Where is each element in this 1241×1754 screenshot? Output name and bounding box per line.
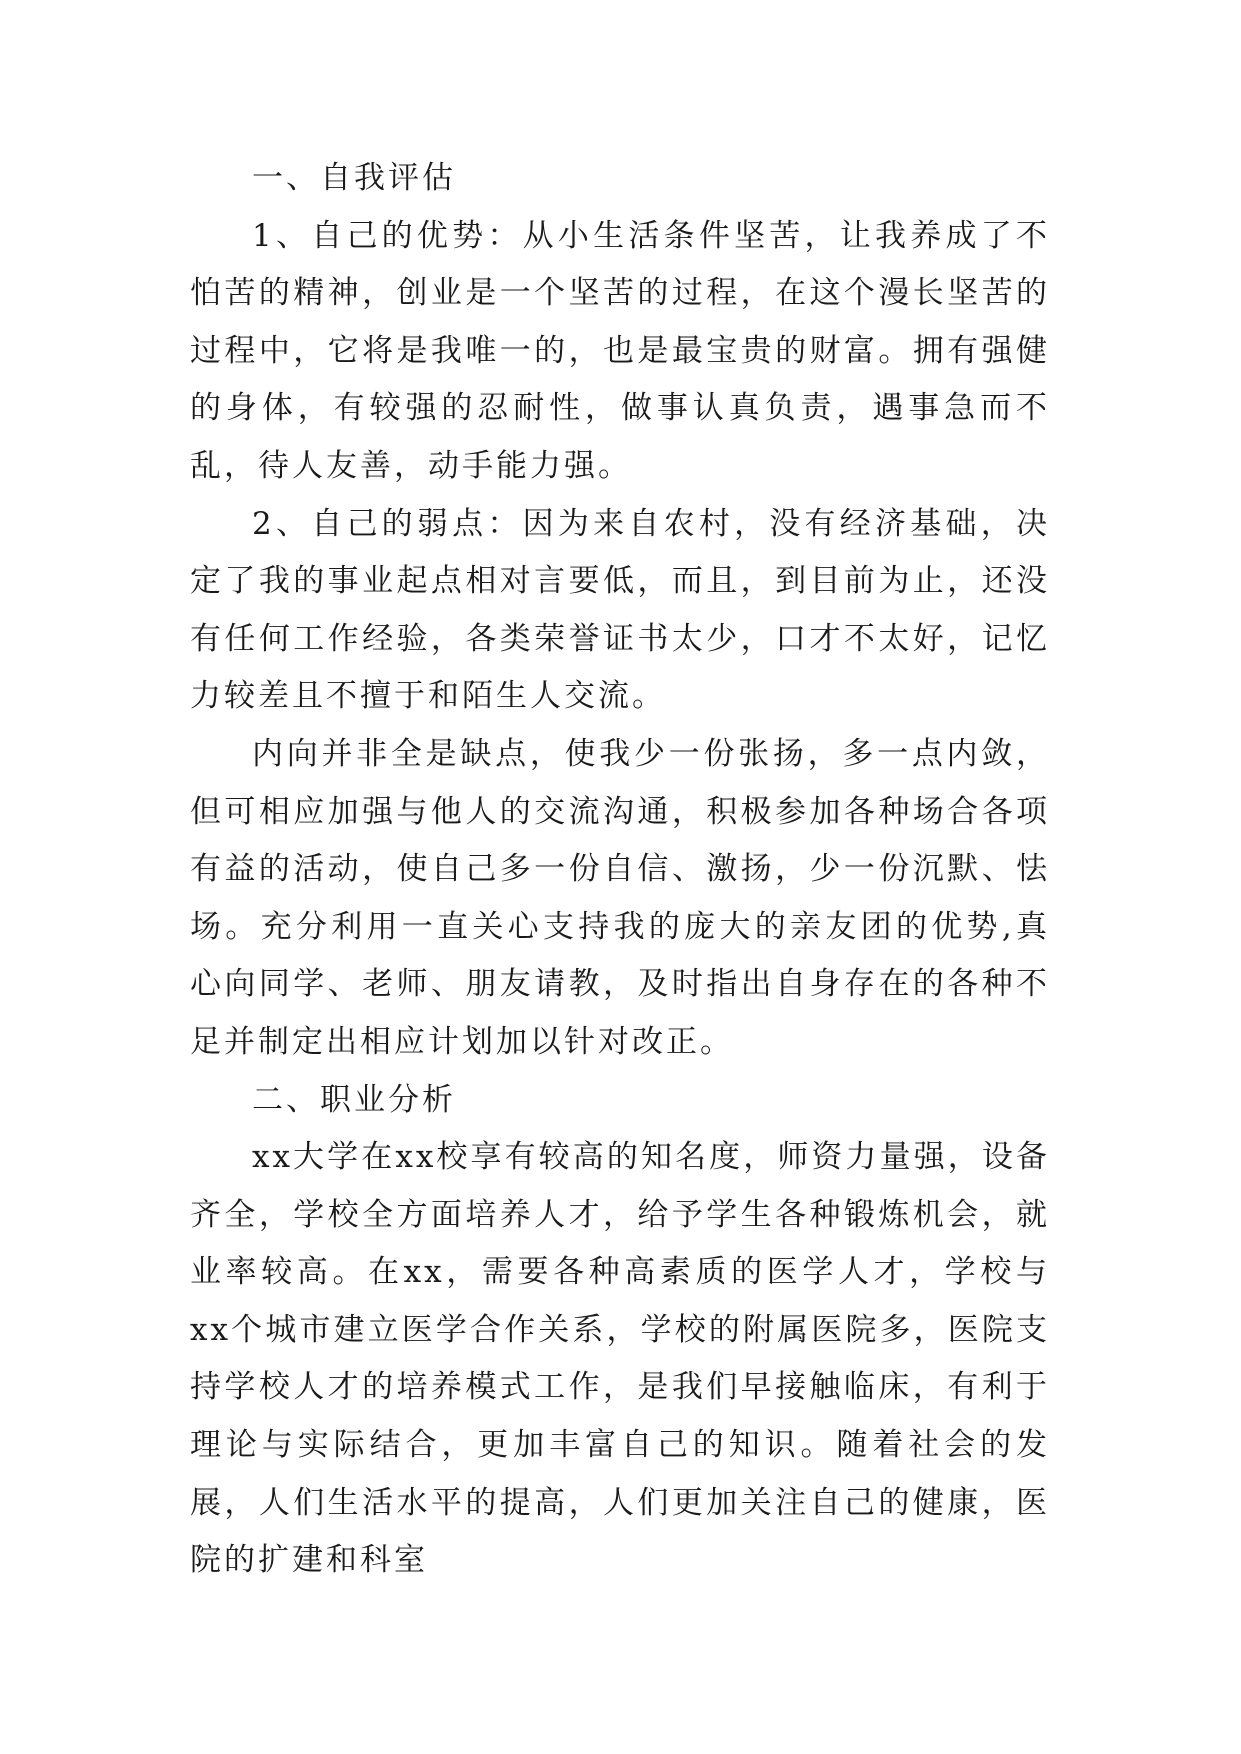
section-heading-career-analysis: 二、职业分析 [252, 1081, 456, 1118]
paragraph-weaknesses: 2、自己的弱点：因为来自农村，没有经济基础，决定了我的事业起点相对言要低，而且，到目前为止，还没有任何工作经验，各类荣誉证书太少，口才不太好，记忆力较差且不擅于和陌生人交流。 [190, 505, 1050, 715]
paragraph-introversion: 内向并非全是缺点，使我少一份张扬，多一点内敛，但可相应加强与他人的交流沟通，积极参加各种场合各项有益的活动，使自己多一份自信、激扬，少一份沉默、怯场。充分利用一直关心支持我的庞大的亲友团的优势,真心向同学、老师、朋友请教，及时指出自身存在的各种不足并制定出相应计划加以针对改正。 [190, 735, 1050, 1060]
paragraph-strengths: 1、自己的优势：从小生活条件坚苦，让我养成了不怕苦的精神，创业是一个坚苦的过程，在这个漫长坚苦的过程中，它将是我唯一的，也是最宝贵的财富。拥有强健的身体，有较强的忍耐性，做事认真负责，遇事急而不乱，待人友善，动手能力强。 [190, 217, 1050, 484]
section-heading-self-assessment: 一、自我评估 [252, 160, 456, 196]
paragraph-university: xx大学在xx校享有较高的知名度，师资力量强，设备齐全，学校全方面培养人才，给予学生各种锻炼机会，就业率较高。在xx，需要各种高素质的医学人才，学校与xx个城市建立医学合作关系，学校的附属医院多，医院支持学校人才的培养模式工作，是我们早接触临床，有利于理论与实际结合，更加丰富自己的知识。随着社会的发展，人们生活水平的提高，人们更加关注自己的健康，医院的扩建和科室 [190, 1139, 1050, 1579]
document-body [190, 150, 1050, 1590]
